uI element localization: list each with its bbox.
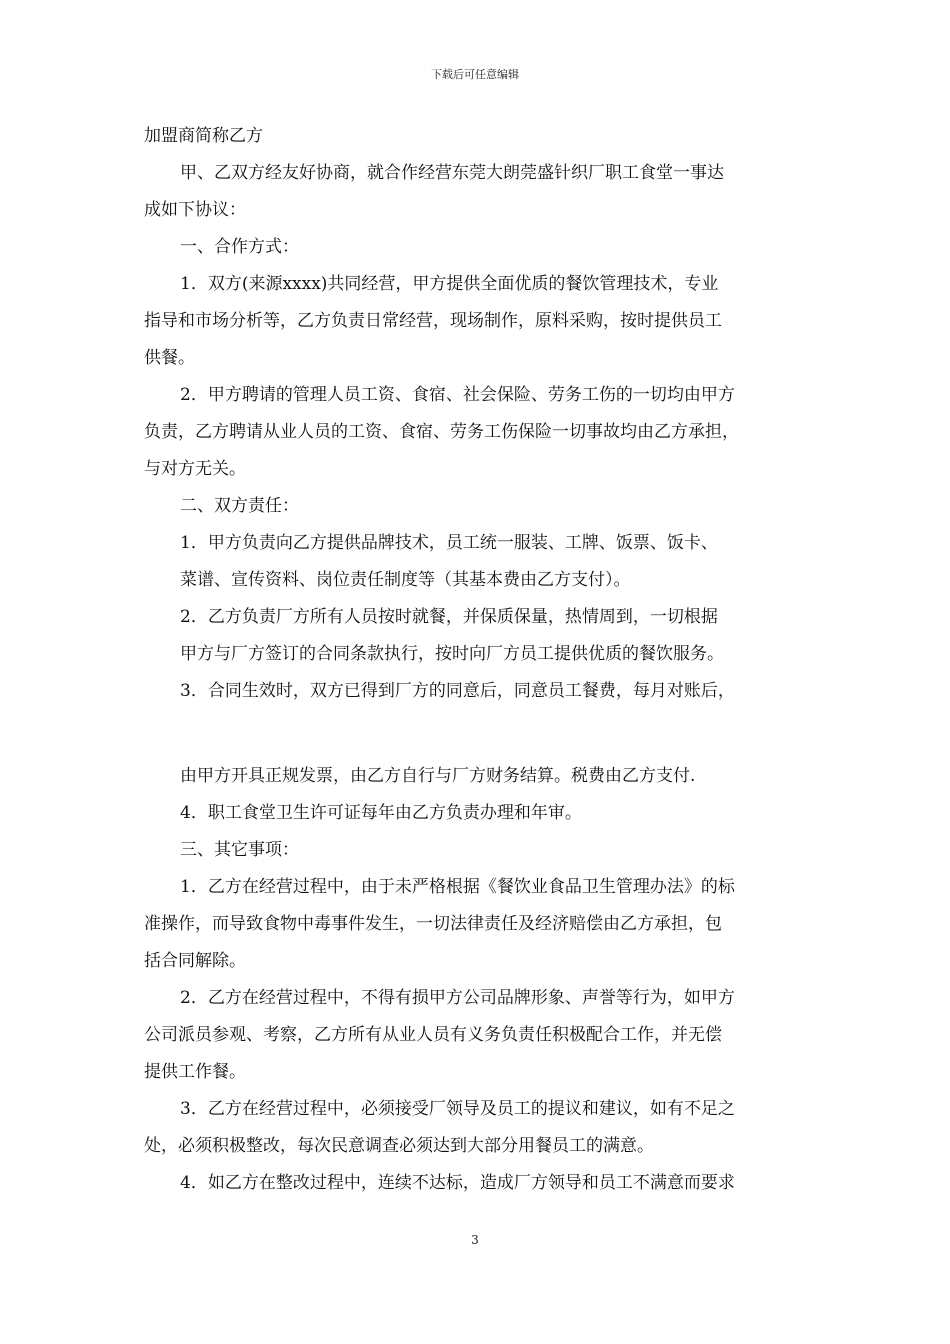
paragraph-line: 3．乙方在经营过程中，必须接受厂领导及员工的提议和建议，如有不足之 <box>180 1099 735 1119</box>
paragraph-line: 加盟商简称乙方 <box>144 126 263 146</box>
paragraph-line: 2．甲方聘请的管理人员工资、食宿、社会保险、劳务工伤的一切均由甲方 <box>180 385 735 405</box>
document-body <box>144 118 812 1202</box>
paragraph-line: 4．如乙方在整改过程中，连续不达标，造成厂方领导和员工不满意而要求 <box>180 1173 735 1193</box>
paragraph-line: 甲、乙双方经友好协商，就合作经营东莞大朗莞盛针织厂职工食堂一事达 <box>180 163 724 183</box>
paragraph-line: 处，必须积极整改，每次民意调查必须达到大部分用餐员工的满意。 <box>144 1136 654 1156</box>
paragraph-line: 成如下协议： <box>144 200 246 220</box>
page-number: 3 <box>471 1233 479 1247</box>
paragraph-line: 准操作，而导致食物中毒事件发生，一切法律责任及经济赔偿由乙方承担，包 <box>144 914 722 934</box>
section-heading: 二、双方责任： <box>180 496 299 516</box>
paragraph-line: 与对方无关。 <box>144 459 246 479</box>
paragraph-line: 2．乙方在经营过程中，不得有损甲方公司品牌形象、声誉等行为，如甲方 <box>180 988 735 1008</box>
page-header: 下载后可任意编辑 <box>431 68 519 81</box>
paragraph-line: 2．乙方负责厂方所有人员按时就餐，并保质保量，热情周到，一切根据 <box>180 607 718 627</box>
section-heading: 一、合作方式： <box>180 237 299 257</box>
paragraph-line: 4．职工食堂卫生许可证每年由乙方负责办理和年审。 <box>180 803 582 823</box>
paragraph-line: 1．双方(来源xxxx)共同经营，甲方提供全面优质的餐饮管理技术，专业 <box>180 274 719 294</box>
paragraph-line: 3．合同生效时，双方已得到厂方的同意后，同意员工餐费，每月对账后， <box>180 681 735 701</box>
paragraph-line: 1．乙方在经营过程中，由于未严格根据《餐饮业食品卫生管理办法》的标 <box>180 877 735 897</box>
paragraph-line: 甲方与厂方签订的合同条款执行，按时向厂方员工提供优质的餐饮服务。 <box>180 644 724 664</box>
paragraph-line: 括合同解除。 <box>144 951 246 971</box>
paragraph-line: 公司派员参观、考察，乙方所有从业人员有义务负责任积极配合工作，并无偿 <box>144 1025 722 1045</box>
paragraph-line: 供餐。 <box>144 348 195 368</box>
section-heading: 三、其它事项： <box>180 840 299 860</box>
paragraph-line: 提供工作餐。 <box>144 1062 246 1082</box>
paragraph-line: 1．甲方负责向乙方提供品牌技术，员工统一服装、工牌、饭票、饭卡、 <box>180 533 718 553</box>
paragraph-line: 菜谱、宣传资料、岗位责任制度等（其基本费由乙方支付）。 <box>180 570 631 590</box>
paragraph-line: 指导和市场分析等，乙方负责日常经营，现场制作，原料采购，按时提供员工 <box>144 311 722 331</box>
paragraph-line: 由甲方开具正规发票，由乙方自行与厂方财务结算。税费由乙方支付. <box>180 766 696 786</box>
paragraph-line: 负责，乙方聘请从业人员的工资、食宿、劳务工伤保险一切事故均由乙方承担， <box>144 422 739 442</box>
blank-gap <box>144 710 812 758</box>
